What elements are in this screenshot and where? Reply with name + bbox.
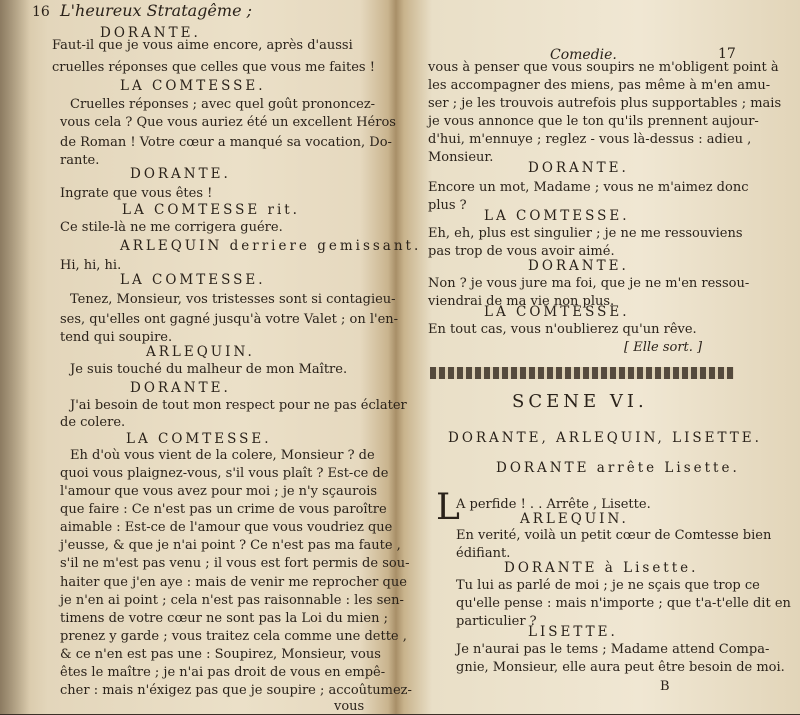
left-text-line: de colere.: [60, 415, 126, 430]
right-text-line: gnie, Monsieur, elle aura peut être besoin de moi.: [456, 660, 785, 675]
right-text-line: Je n'aurai pas le tems ; Madame attend Compa-: [456, 642, 770, 657]
right-text-line: vous à penser que vous soupirs ne m'obligent point à: [428, 60, 779, 75]
left-text-line: cruelles réponses que celles que vous me faites !: [52, 60, 375, 75]
left-text-line: prenez y garde ; vous traitez cela comme une dette ,: [60, 629, 407, 644]
right-speaker-name: ARLEQUIN.: [520, 511, 629, 527]
right-text-line: viendrai de ma vie non plus.: [428, 294, 615, 309]
right-text-line: A perfide ! . . Arrête , Lisette.: [456, 497, 651, 512]
right-text-line: plus ?: [428, 198, 467, 213]
running-title: L'heureux Stratagême ;: [60, 1, 253, 20]
left-speaker-name: ARLEQUIN derriere gemissant.: [120, 238, 422, 254]
right-text-line: Eh, eh, plus est singulier ; je ne me ressouviens: [428, 226, 743, 241]
right-speaker-name: DORANTE.: [528, 160, 629, 176]
left-speaker-name: LA COMTESSE.: [126, 431, 272, 447]
scene-heading: SCENE VI.: [512, 391, 648, 412]
ornament-divider: [430, 367, 734, 379]
left-text-line: haiter que j'en aye : mais de venir me reprocher que: [60, 575, 407, 590]
left-text-line: vous cela ? Que vous auriez été un excellent Héros: [60, 115, 396, 130]
right-text-line: d'hui, m'ennuye ; reglez - vous là-dessus : adieu ,: [428, 132, 752, 147]
left-text-line: l'amour que vous avez pour moi ; je n'y sçaurois: [60, 484, 378, 499]
right-text-line: En verité, voilà un petit cœur de Comtesse bien: [456, 528, 772, 543]
left-text-line: j'eusse, & que je n'ai point ? Ce n'est pas ma faute ,: [60, 538, 401, 553]
left-text-line: Eh d'où vous vient de la colere, Monsieur ? de: [70, 448, 375, 463]
left-text-line: Ce stile-là ne me corrigera guére.: [60, 220, 283, 235]
right-text-line: je vous annonce que le ton qu'ils prennent aujour-: [428, 114, 759, 129]
right-speaker-name: DORANTE.: [528, 258, 629, 274]
left-text-line: êtes le maître ; je n'ai pas droit de vous en empê-: [60, 665, 386, 680]
running-title: Comedie.: [550, 47, 617, 63]
right-text-line: B: [660, 679, 670, 694]
page-number: 17: [718, 46, 736, 62]
right-text-line: En tout cas, vous n'oublierez qu'un rêve.: [428, 322, 697, 337]
left-speaker-name: LA COMTESSE rit.: [122, 202, 300, 218]
left-text-line: ses, qu'elles ont gagné jusqu'à votre Valet ; on l'en-: [60, 312, 399, 327]
right-text-line: pas trop de vous avoir aimé.: [428, 244, 615, 259]
left-text-line: Faut-il que je vous aime encore, après d'aussi: [52, 38, 353, 53]
left-text-line: quoi vous plaignez-vous, s'il vous plaît ? Est-ce de: [60, 466, 389, 481]
left-speaker-name: DORANTE.: [130, 166, 231, 182]
right-text-line: Non ? je vous jure ma foi, que je ne m'en ressou-: [428, 276, 750, 291]
right-text-line: [ Elle sort. ]: [624, 340, 703, 355]
left-text-line: J'ai besoin de tout mon respect pour ne pas éclater: [70, 398, 407, 413]
left-text-line: rante.: [60, 153, 100, 168]
right-speaker-name: LA COMTESSE.: [484, 208, 630, 224]
right-speaker-name: LA COMTESSE.: [484, 304, 630, 320]
right-text-line: particulier ?: [456, 614, 537, 629]
page-number: 16: [32, 4, 50, 20]
left-speaker-name: DORANTE.: [100, 25, 201, 41]
left-text-line: Cruelles réponses ; avec quel goût prononcez-: [70, 97, 376, 112]
left-text-line: je n'en ai point ; cela n'est pas raisonnable : les sen-: [60, 593, 404, 608]
right-speaker-name: LISETTE.: [528, 624, 618, 640]
right-text-line: DORANTE, ARLEQUIN, LISETTE.: [448, 430, 762, 446]
right-speaker-name: DORANTE arrête Lisette.: [496, 460, 740, 476]
right-text-line: les accompagner des miens, pas même à m'en amu-: [428, 78, 771, 93]
right-text-line: Tu lui as parlé de moi ; je ne sçais que trop ce: [456, 578, 760, 593]
left-text-line: vous: [334, 699, 365, 714]
left-text-line: aimable : Est-ce de l'amour que vous voudriez que: [60, 520, 393, 535]
left-speaker-name: LA COMTESSE.: [120, 272, 266, 288]
right-text-line: qu'elle pense : mais n'importe ; que t'a-t'elle dit en: [456, 596, 791, 611]
left-text-line: Tenez, Monsieur, vos tristesses sont si contagieu-: [70, 292, 396, 307]
left-text-line: timens de votre cœur ne sont pas la Loi du mien ;: [60, 611, 388, 626]
page-edge-shadow: [0, 0, 30, 714]
left-speaker-name: LA COMTESSE.: [120, 78, 266, 94]
left-speaker-name: ARLEQUIN.: [146, 344, 255, 360]
left-text-line: & ce n'en est pas une : Soupirez, Monsieur, vous: [60, 647, 381, 662]
left-text-line: s'il ne m'est pas venu ; il vous est fort permis de sou-: [60, 556, 410, 571]
left-text-line: Hi, hi, hi.: [60, 258, 122, 273]
left-text-line: tend qui soupire.: [60, 330, 173, 345]
left-text-line: que faire : Ce n'est pas un crime de vous paroître: [60, 502, 387, 517]
drop-cap: L: [436, 487, 460, 528]
right-speaker-name: DORANTE à Lisette.: [504, 560, 699, 576]
right-text-line: Encore un mot, Madame ; vous ne m'aimez donc: [428, 180, 749, 195]
right-text-line: ser ; je les trouvois autrefois plus supportables ; mais: [428, 96, 782, 111]
left-text-line: de Roman ! Votre cœur a manqué sa vocation, Do-: [60, 135, 392, 150]
left-text-line: Ingrate que vous êtes !: [60, 186, 213, 201]
right-text-line: Monsieur.: [428, 150, 494, 165]
left-speaker-name: DORANTE.: [130, 380, 231, 396]
right-text-line: édifiant.: [456, 546, 511, 561]
left-text-line: Je suis touché du malheur de mon Maître.: [70, 362, 348, 377]
left-text-line: cher : mais n'éxigez pas que je soupire ; accoûtumez-: [60, 683, 412, 698]
